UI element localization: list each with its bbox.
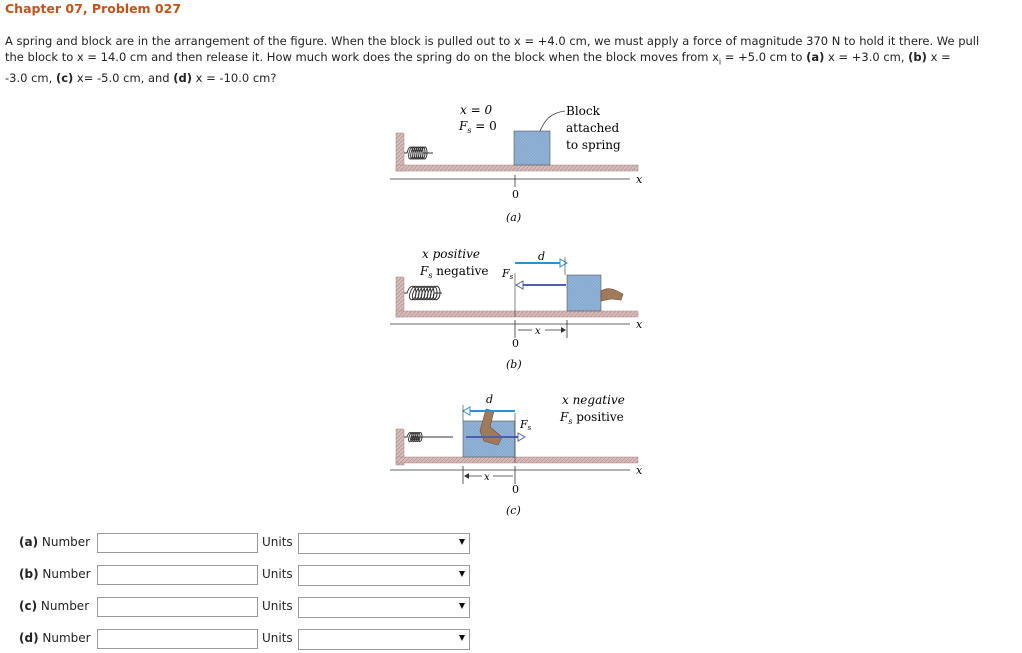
problem-statement: [5, 33, 1017, 86]
panel-b-disp-label: x: [535, 326, 541, 337]
panel-b: [390, 247, 643, 371]
answer-c-units-label: Units: [262, 599, 293, 613]
answer-b-units-select[interactable]: [298, 565, 470, 586]
part-c-text: x= -5.0 cm, and: [73, 71, 174, 86]
answer-row-b: [0, 564, 480, 588]
part-b-tag: (b): [908, 50, 927, 64]
panel-b-axis-label: x: [636, 318, 643, 331]
answer-a-units-label: Units: [262, 535, 293, 549]
chevron-down-icon: [459, 571, 465, 577]
panel-c-axis-label: x: [636, 464, 643, 477]
panel-a-pointer: [540, 111, 565, 131]
answer-c-units-select[interactable]: [298, 597, 470, 618]
panel-a-spring: [404, 147, 433, 159]
part-d-tag: (d): [173, 71, 193, 86]
answer-row-a: [0, 532, 480, 556]
answer-a-label: (a) Number: [19, 535, 91, 549]
panel-a-block-label-3: to spring: [566, 138, 621, 152]
subscript-i: i: [718, 57, 722, 67]
part-a-tag: (a): [806, 50, 825, 64]
panel-c-d-label: d: [486, 393, 494, 406]
panel-b-caption: (b): [506, 358, 522, 371]
panel-b-floor: [396, 311, 638, 317]
panel-c-disp-arrowhead: [464, 473, 469, 479]
panel-c-d-arrowhead: [463, 407, 470, 415]
panel-c-disp-label: x: [484, 472, 490, 483]
answer-b-label: (b) Number: [19, 567, 91, 581]
answer-d-units-select[interactable]: [298, 629, 470, 650]
chevron-down-icon: [459, 603, 465, 609]
panel-c: [390, 393, 643, 517]
panel-a-caption: (a): [506, 211, 522, 224]
panel-c-floor: [396, 457, 638, 463]
panel-a-x-eq: x = 0: [460, 103, 493, 117]
part-b-text: x =: [926, 50, 951, 64]
panel-c-line2: $F_s$ positive: [560, 410, 624, 426]
answer-row-c: [0, 596, 480, 620]
part-a-text: x = +3.0 cm,: [824, 50, 909, 64]
problem-text-line2b: = +5.0 cm to: [721, 50, 807, 64]
panel-b-d-label: d: [538, 250, 546, 263]
panel-b-disp-arrowhead: [561, 327, 566, 333]
panel-a-block-label-2: attached: [566, 121, 620, 135]
answer-b-units-label: Units: [262, 567, 293, 581]
answer-row-d: [0, 628, 480, 652]
panel-c-fs-label: Fs: [520, 418, 532, 432]
panel-a: [390, 103, 643, 224]
problem-text-line1: A spring and block are in the arrangement of the figure. When the block is pulled out to x = +4.0 cm, we must apply a force of magnitude 370 N to hold it there. We pull: [5, 34, 980, 48]
panel-a-floor: [396, 165, 638, 171]
panel-c-spring: [404, 433, 453, 442]
panel-b-line1: x positive: [422, 247, 481, 261]
problem-text-line3: -3.0 cm,: [5, 71, 56, 86]
panel-c-zero: 0: [512, 483, 519, 496]
panel-b-fs-arrowhead: [516, 281, 523, 289]
answer-c-number-input[interactable]: [97, 597, 258, 617]
chevron-down-icon: [459, 539, 465, 545]
answer-a-number-input[interactable]: [97, 533, 258, 553]
panel-a-block-label-1: Block: [566, 104, 600, 118]
panel-a-fs-eq: $F_s = 0$: [459, 119, 497, 135]
answer-b-number-input[interactable]: [97, 565, 258, 585]
panel-b-fs-label: Fs: [502, 267, 514, 281]
part-d-text: x = -10.0 cm?: [192, 71, 277, 86]
panel-c-fs-arrowhead: [518, 433, 525, 441]
answer-d-number-input[interactable]: [97, 629, 258, 649]
panel-a-zero: 0: [512, 188, 519, 201]
panel-a-block: [514, 131, 550, 165]
answer-a-units-select[interactable]: [298, 533, 470, 554]
panel-b-spring: [404, 286, 442, 300]
panel-b-d-arrowhead: [560, 259, 567, 267]
panel-b-line2: $F_s$ negative: [420, 264, 489, 280]
panel-b-hand: [601, 289, 623, 301]
panel-c-caption: (c): [506, 504, 521, 517]
panel-a-axis-label: x: [636, 173, 643, 186]
answer-c-label: (c) Number: [19, 599, 90, 613]
part-c-tag: (c): [55, 71, 74, 86]
chevron-down-icon: [459, 635, 465, 641]
answer-d-label: (d) Number: [19, 631, 91, 645]
spring-block-figure: [380, 95, 660, 520]
panel-b-zero: 0: [512, 337, 519, 350]
problem-title: Chapter 07, Problem 027: [5, 1, 182, 16]
panel-c-line1: x negative: [562, 393, 625, 407]
panel-b-block: [567, 275, 601, 311]
problem-text-line2: the block to x = 14.0 cm and then release it. How much work does the spring do on the block when the block moves from x: [5, 50, 719, 64]
answer-d-units-label: Units: [262, 631, 293, 645]
